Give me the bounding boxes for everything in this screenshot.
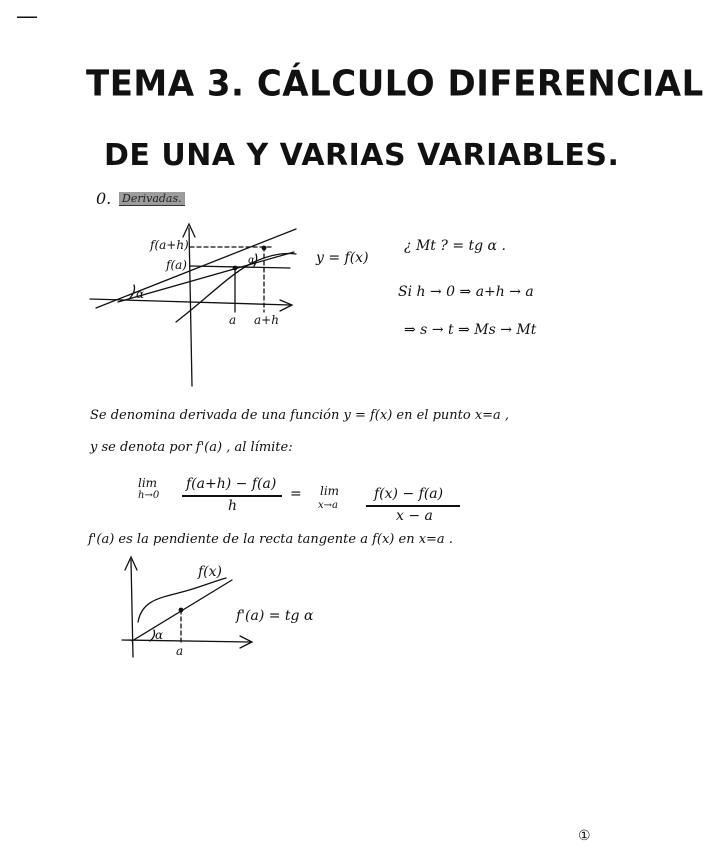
- section-number: 0.: [96, 189, 112, 208]
- limit-2-numerator: f(x) − f(a): [374, 486, 444, 502]
- graph-1-label-fa: f(a): [166, 258, 187, 272]
- page-number: ①: [578, 828, 591, 844]
- limit-1-sub: h→0: [138, 490, 160, 501]
- graph-1-label-ah: a+h: [254, 313, 279, 327]
- section-label: Derivadas.: [119, 192, 185, 206]
- limit-equals: =: [290, 486, 302, 502]
- limit-2-sub: x→a: [318, 500, 338, 511]
- graph-1-label-fah: f(a+h): [150, 238, 189, 252]
- graph-1-label-alpha-small: α: [248, 255, 255, 266]
- limit-1-denominator: h: [228, 498, 238, 514]
- graph-2-label-alpha: α: [155, 628, 164, 642]
- graph-1-label-a: a: [229, 313, 237, 327]
- limit-2-lim: lim: [320, 484, 340, 498]
- graph-2-x-axis: [122, 640, 250, 642]
- note-question: ¿ Mt ? = tg α .: [404, 238, 506, 254]
- title-line-1: TEMA 3. CÁLCULO DIFERENCIAL: [86, 63, 704, 105]
- title-line-2: DE UNA Y VARIAS VARIABLES.: [104, 138, 620, 173]
- note-limit-line-1: Si h → 0 ⇒ a+h → a: [398, 284, 534, 300]
- graph-2-label-tangent: f'(a) = tg α: [236, 608, 314, 624]
- page-corner-mark: —: [16, 4, 38, 29]
- limit-2-denominator: x − a: [396, 508, 433, 524]
- graph-1-function-label: y = f(x): [316, 250, 369, 266]
- graph-2-y-axis: [131, 560, 133, 657]
- graph-2-point-a: [179, 608, 184, 613]
- graph-2-label-fx: f(x): [198, 564, 223, 580]
- graph-2-curve: [138, 578, 226, 622]
- slope-statement: f'(a) es la pendiente de la recta tangente a f(x) en x=a .: [88, 532, 453, 547]
- graph-2-angle-arc: [150, 630, 155, 641]
- limit-1-numerator: f(a+h) − f(a): [186, 476, 277, 492]
- graph-2-label-a: a: [176, 644, 184, 658]
- definition-line-1: Se denomina derivada de una función y = f(x) en el punto x=a ,: [90, 408, 510, 423]
- graph-1-label-alpha: α: [136, 287, 145, 301]
- limit-1-lim: lim: [138, 476, 158, 490]
- definition-line-2: y se denota por f'(a) , al límite:: [90, 440, 293, 455]
- note-limit-line-2: ⇒ s → t ⇒ Ms → Mt: [404, 322, 537, 338]
